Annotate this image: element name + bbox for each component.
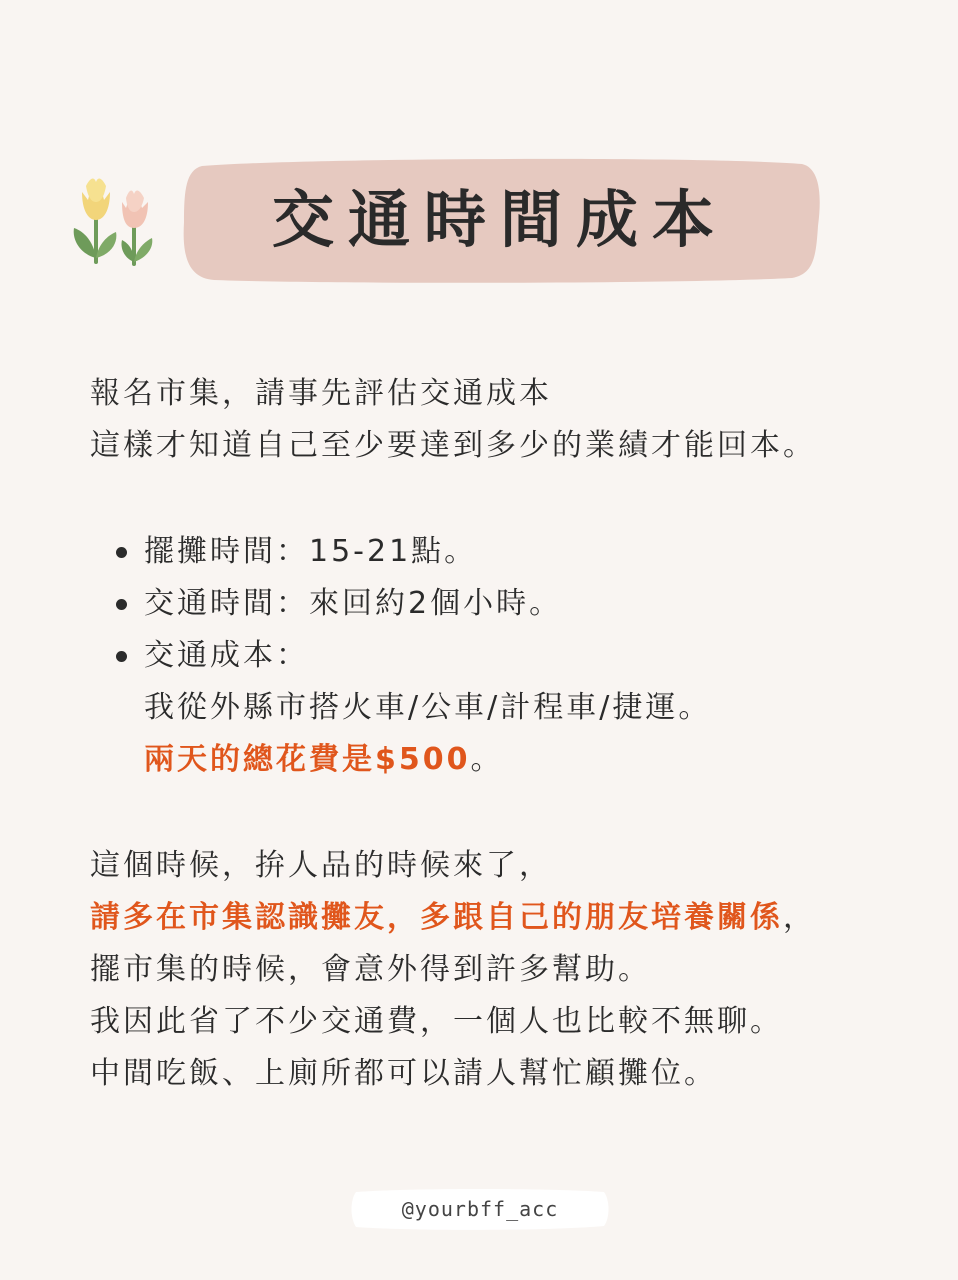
list-item-travel-cost-total	[144, 734, 711, 786]
intro-paragraph	[90, 368, 816, 472]
tulip-pink-icon	[122, 191, 153, 264]
intro-line-1: 報名市集，請事先評估交通成本	[90, 376, 552, 411]
list-item	[112, 526, 711, 578]
list-item-travel-cost-detail: 我從外縣市搭火車/公車/計程車/捷運。	[144, 690, 712, 725]
advice-comma: ，	[783, 900, 816, 935]
closing-line-3: 擺市集的時候，會意外得到許多幫助。	[90, 952, 651, 987]
total-cost-period: 。	[470, 742, 504, 777]
bullet-dot	[116, 547, 127, 558]
bullet-dot	[116, 651, 127, 662]
title-banner	[180, 156, 820, 284]
tulip-yellow-icon	[74, 179, 117, 262]
list-item	[112, 578, 711, 630]
closing-line-1: 這個時候，拚人品的時候來了，	[90, 848, 552, 883]
page-title: 交通時間成本	[271, 183, 728, 256]
closing-line-5: 中間吃飯、上廁所都可以請人幫忙顧攤位。	[90, 1056, 717, 1091]
highlight-total-cost: 兩天的總花費是$500	[144, 742, 471, 777]
list-item	[112, 630, 711, 786]
closing-line-2	[90, 892, 816, 944]
tulips-decoration	[66, 170, 162, 266]
list-item-travel-cost-heading: 交通成本：	[144, 638, 309, 673]
intro-line-2: 這樣才知道自己至少要達到多少的業績才能回本。	[90, 428, 816, 463]
highlight-advice: 請多在市集認識攤友，多跟自己的朋友培養關係	[90, 900, 783, 935]
author-handle: @yourbff_acc	[401, 1197, 559, 1221]
footer-badge	[350, 1186, 610, 1232]
list-item-setup-time: 擺攤時間：15-21點。	[144, 534, 478, 569]
closing-paragraph	[90, 840, 816, 1100]
bullet-dot	[116, 599, 127, 610]
cost-list	[112, 526, 711, 786]
closing-line-4: 我因此省了不少交通費，一個人也比較不無聊。	[90, 1004, 783, 1039]
list-item-travel-time: 交通時間：來回約2個小時。	[144, 586, 563, 621]
